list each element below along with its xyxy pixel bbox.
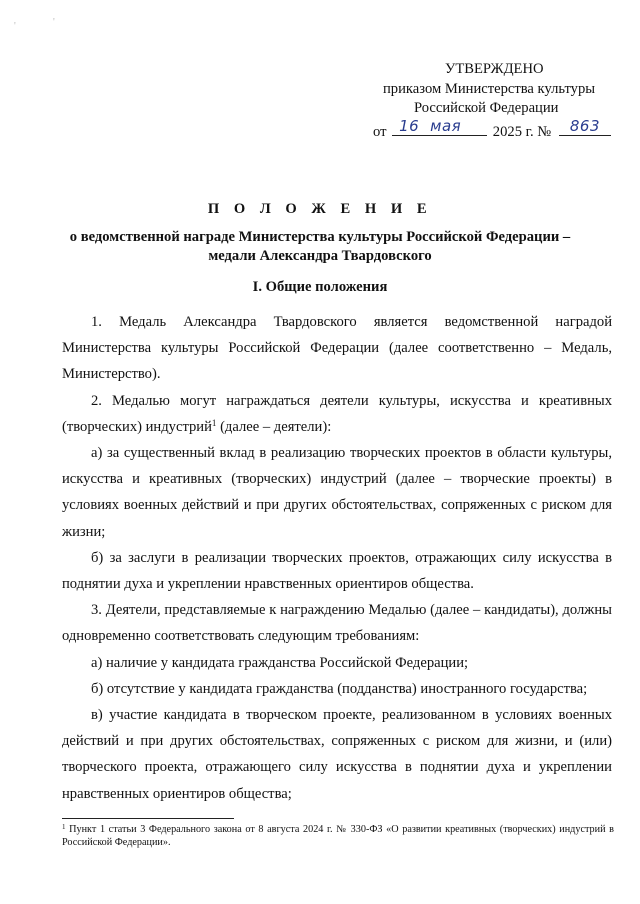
paragraph-2-text-after: (далее – деятели): <box>216 418 332 435</box>
handwritten-day: 16 <box>399 117 420 136</box>
date-blank <box>392 119 487 136</box>
document-subtitle-line: о ведомственной награде Министерства культуры Российской Федерации – <box>69 229 571 245</box>
scan-artifact-mark: ' <box>53 17 55 28</box>
approval-date-line <box>340 119 640 143</box>
footnote <box>62 823 614 850</box>
date-prefix: от <box>373 123 387 140</box>
paragraph-3: 3. Деятели, представляемые к награждению Медалью (далее – кандидаты), должны одновременно соответствовать следующим требованиям: <box>62 602 612 645</box>
paragraph-1: 1. Медаль Александра Твардовского является ведомственной наградой Министерства культуры Российской Федерации (далее соответственно – Медаль, Министерство). <box>62 314 612 383</box>
paragraph-3a: а) наличие у кандидата гражданства Российской Федерации; <box>91 654 469 671</box>
footnote-reference: 1 <box>211 417 217 428</box>
approval-rf-line: Российской Федерации <box>414 100 559 117</box>
document-body <box>62 309 612 807</box>
handwritten-month: мая <box>430 117 462 136</box>
footnote-divider <box>62 818 234 819</box>
document-subtitle-line: медали Александра Твардовского <box>208 248 432 265</box>
footnote-text: Пункт 1 статьи 3 Федерального закона от 8 августа 2024 г. № 330-ФЗ «О развитии креативных (творческих) индустрий в Российской Федерации». <box>62 824 614 849</box>
paragraph-3b: б) отсутствие у кандидата гражданства (подданства) иностранного государства; <box>91 680 588 697</box>
approval-block <box>340 60 640 142</box>
footnote-mark: 1 <box>62 823 66 831</box>
handwritten-number: 863 <box>569 117 600 136</box>
paragraph-2a: а) за существенный вклад в реализацию творческих проектов в области культуры, искусства и креативных (творческих) индустрий (далее – творческие проекты) в условиях военных действий и при других обстоятельствах, сопряженных с риском для жизни; <box>62 445 612 540</box>
paragraph-2-text: 2. Медалью могут награждаться деятели культуры, искусства и креативных (творческих) индустрий <box>62 392 612 435</box>
paragraph-3c: в) участие кандидата в творческом проекте, реализованном в условиях военных действий и при других обстоятельствах, сопряженных с риском для жизни, и (или) творческого проекта, отражающего силу искусства в поднятии духа и укреплении нравственных ориентиров общества; <box>62 707 612 802</box>
section-title: I. Общие положения <box>252 279 388 295</box>
scan-artifact-mark: ' <box>14 21 16 32</box>
paragraph-2 <box>62 388 612 440</box>
document-title: П О Л О Ж Е Н И Е <box>207 201 433 217</box>
paragraph-2b: б) за заслуги в реализации творческих проектов, отражающих силу искусства в поднятии духа и укреплении нравственных ориентиров общества. <box>62 549 612 593</box>
number-blank <box>559 119 611 136</box>
year-text: 2025 г. № <box>492 123 552 140</box>
approval-title: УТВЕРЖДЕНО <box>445 61 544 77</box>
document-subtitle <box>0 228 640 266</box>
approval-order-line: приказом Министерства культуры <box>383 80 596 97</box>
